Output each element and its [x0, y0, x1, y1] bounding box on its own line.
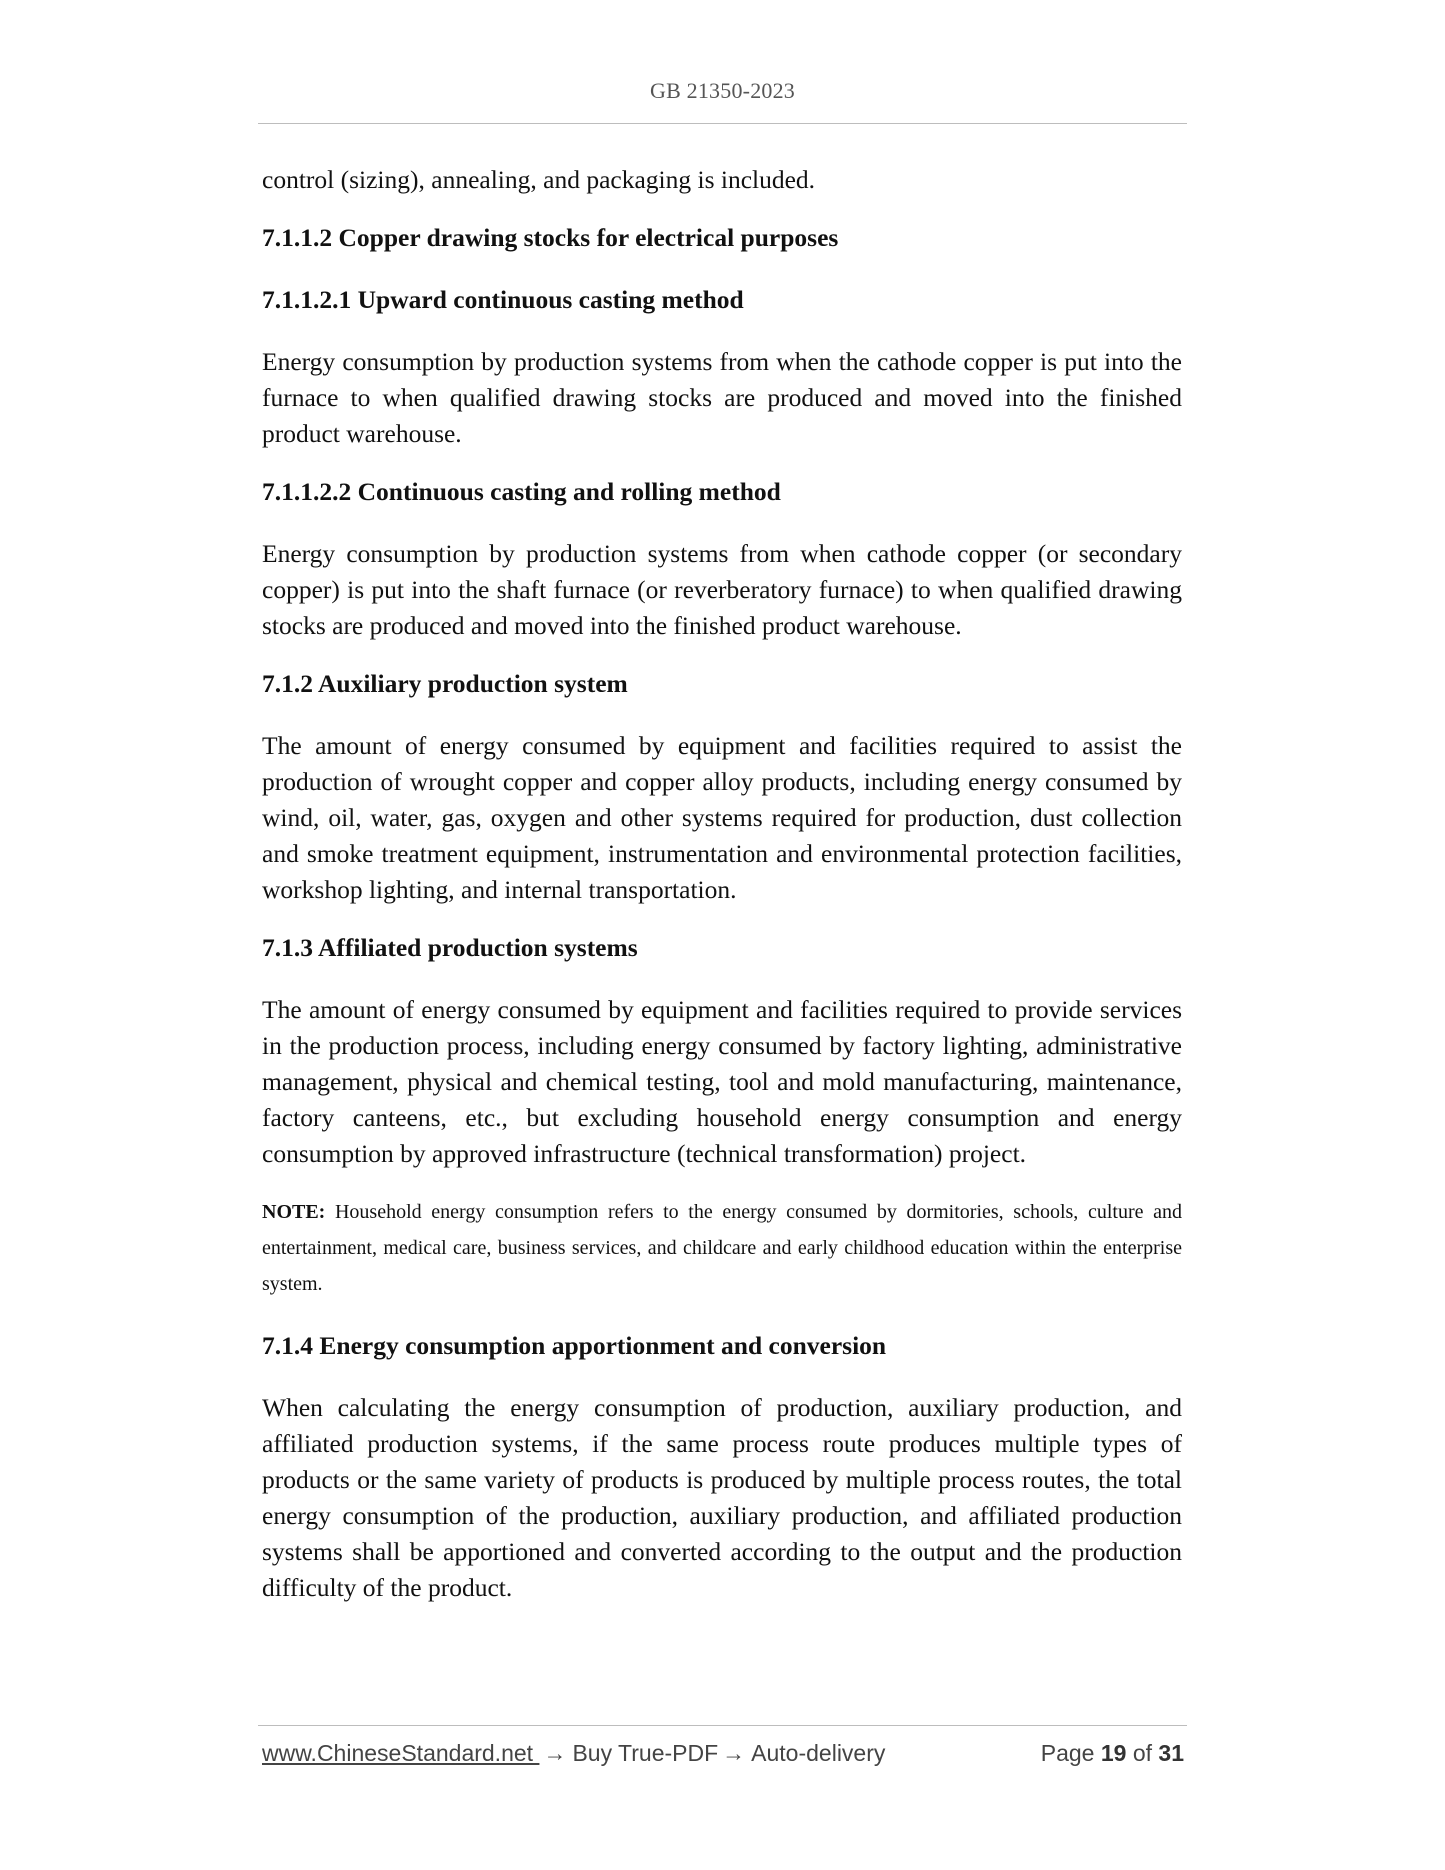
note-label: NOTE: — [262, 1201, 326, 1223]
section-heading-7-1-4: 7.1.4 Energy consumption apportionment and conversion — [262, 1331, 887, 1360]
section-heading-7-1-2: 7.1.2 Auxiliary production system — [262, 669, 628, 698]
section-heading-7-1-3: 7.1.3 Affiliated production systems — [262, 933, 638, 962]
paragraph-upward-casting: Energy consumption by production systems from when the cathode copper is put into the furnace to when qualified drawing stocks are produced and moved into the finished product warehouse. — [262, 347, 1182, 448]
page-number — [1041, 1736, 1184, 1770]
page-total: 31 — [1158, 1740, 1184, 1766]
page-label: Page — [1040, 1740, 1095, 1766]
page-of-label: of — [1132, 1740, 1153, 1766]
paragraph-casting-rolling: Energy consumption by production systems from when cathode copper (or secondary copper) is put into the shaft furnace (or reverberatory furnace) to when qualified drawing stocks are produced and moved into the finished product warehouse. — [262, 539, 1182, 640]
document-body — [262, 162, 1182, 1628]
page-current: 19 — [1100, 1740, 1127, 1766]
auto-delivery-text: Auto-delivery — [751, 1740, 886, 1766]
header-divider — [258, 123, 1187, 124]
section-heading-7-1-1-2-1: 7.1.1.2.1 Upward continuous casting method — [262, 285, 744, 314]
paragraph-auxiliary-production: The amount of energy consumed by equipment and facilities required to assist the production of wrought copper and copper alloy products, including energy consumed by wind, oil, water, gas, oxygen and other systems required for production, dust collection and smoke treatment equipment, instrumentation and environmental protection facilities, workshop lighting, and internal transportation. — [262, 731, 1182, 904]
paragraph-apportionment: When calculating the energy consumption of production, auxiliary production, and affiliated production systems, if the same process route produces multiple types of products or the same variety of products is produced by multiple process routes, the total energy consumption of the production, auxiliary production, and affiliated production systems shall be apportioned and converted according to the output and the production difficulty of the product. — [262, 1393, 1182, 1602]
arrow-right-icon: → — [722, 1740, 746, 1766]
page-header: GB 21350-2023 — [650, 78, 795, 103]
page-footer — [262, 1736, 1184, 1770]
section-heading-7-1-1-2: 7.1.1.2 Copper drawing stocks for electrical purposes — [262, 223, 839, 252]
section-heading-7-1-1-2-2: 7.1.1.2.2 Continuous casting and rolling method — [262, 477, 781, 506]
note-block — [262, 1194, 1182, 1302]
footer-divider — [258, 1725, 1187, 1726]
paragraph-continuation: control (sizing), annealing, and packaging is included. — [262, 165, 816, 194]
paragraph-affiliated-production: The amount of energy consumed by equipment and facilities required to provide services in the production process, including energy consumed by factory lighting, administrative management, physical and chemical testing, tool and mold manufacturing, maintenance, factory canteens, etc., but excluding household energy consumption and energy consumption by approved infrastructure (technical transformation) project. — [262, 995, 1182, 1168]
chinesestandard-link[interactable]: www.ChineseStandard.net — [262, 1740, 540, 1766]
buy-true-pdf-text: Buy True-PDF — [572, 1740, 719, 1766]
arrow-right-icon: → — [543, 1740, 567, 1766]
note-text: Household energy consumption refers to the energy consumed by dormitories, schools, culture and entertainment, medical care, business services, and childcare and early childhood education within the enterprise system. — [262, 1201, 1182, 1295]
footer-links — [262, 1736, 885, 1770]
